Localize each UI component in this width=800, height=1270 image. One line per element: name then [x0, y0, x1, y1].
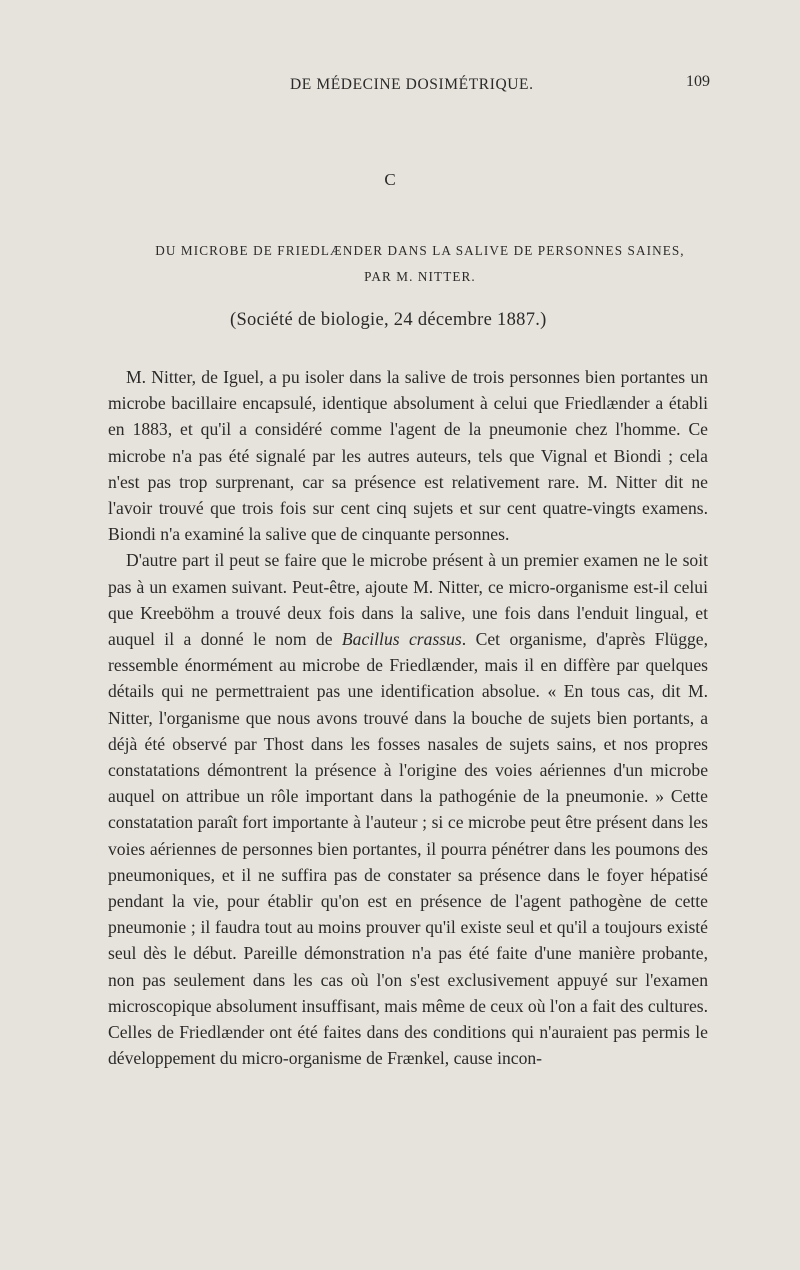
- article-title-line-2: PAR M. NITTER.: [364, 269, 476, 284]
- body-text: [108, 364, 708, 1071]
- paragraph: [108, 547, 708, 1071]
- running-title: DE MÉDECINE DOSIMÉTRIQUE.: [290, 76, 534, 93]
- species-name: Bacillus crassus: [341, 629, 462, 650]
- article-title: [142, 238, 698, 290]
- article-title-line-1: DU MICROBE DE FRIEDLÆNDER DANS LA SALIVE DE PERSONNES SAINES,: [155, 243, 685, 258]
- section-letter: C: [384, 170, 396, 189]
- running-header: [0, 70, 800, 100]
- paragraph-text: D'autre part il peut se faire que le microbe présent à un premier examen ne le soit pas à un examen suivant. Peut-être, ajoute M. Nitter, ce micro-organisme est-il celui que Kreeböhm a trouvé deux fois dans la salive, une fois dans l'enduit lingual, et auquel il a donné le nom de: [108, 550, 708, 650]
- source-citation: (Société de biologie, 24 décembre 1887.): [230, 310, 547, 330]
- paragraph: M. Nitter, de Iguel, a pu isoler dans la salive de trois personnes bien portantes un microbe bacillaire encapsulé, identique absolument à celui que Friedlænder a établi en 1883, et qu'il a considéré comme l'agent de la pneumonie chez l'homme. Ce microbe n'a pas été signalé par les autres auteurs, tels que Vignal et Biondi ; cela n'est pas trop surprenant, car sa présence est relativement rare. M. Nitter dit ne l'avoir trouvé que trois fois sur cent cinq sujets et sur cent quatre-vingts examens. Biondi n'a examiné la salive que de cinquante personnes.: [108, 367, 708, 545]
- page-number: 109: [686, 73, 710, 90]
- paragraph-text: . Cet organisme, d'après Flügge, ressemble énormément au microbe de Friedlænder, mais il en diffère par quelques détails qui ne permettraient pas une identification absolue. « En tous cas, dit M. Nitter, l'organisme que nous avons trouvé dans la bouche de sujets bien portants, a déjà été observé par Thost dans les fosses nasales de sujets sains, et nos propres constatations démontrent la présence à l'origine des voies aériennes d'un microbe auquel on attribue un rôle important dans la pathogénie de la pneumonie. » Cette constatation paraît fort importante à l'auteur ; si ce microbe peut être présent dans les voies aériennes de personnes bien portantes, il pourra pénétrer dans les poumons des pneumoniques, et il ne suffira pas de constater sa présence dans le foyer hépatisé pendant la vie, pour établir qu'on est en présence de l'agent pathogène de cette pneumonie ; il faudra tout au moins prouver qu'il existe seul et qu'il a toujours existé seul dès le début. Pareille démonstration n'a pas été faite d'une manière probante, non pas seulement dans les cas où l'on s'est exclusivement appuyé sur l'examen microscopique absolument insuffisant, mais même de ceux où l'on a fait des cultures. Celles de Friedlænder ont été faites dans des conditions qui n'auraient pas permis le développement du micro-organisme de Frænkel, cause incon-: [108, 629, 708, 1069]
